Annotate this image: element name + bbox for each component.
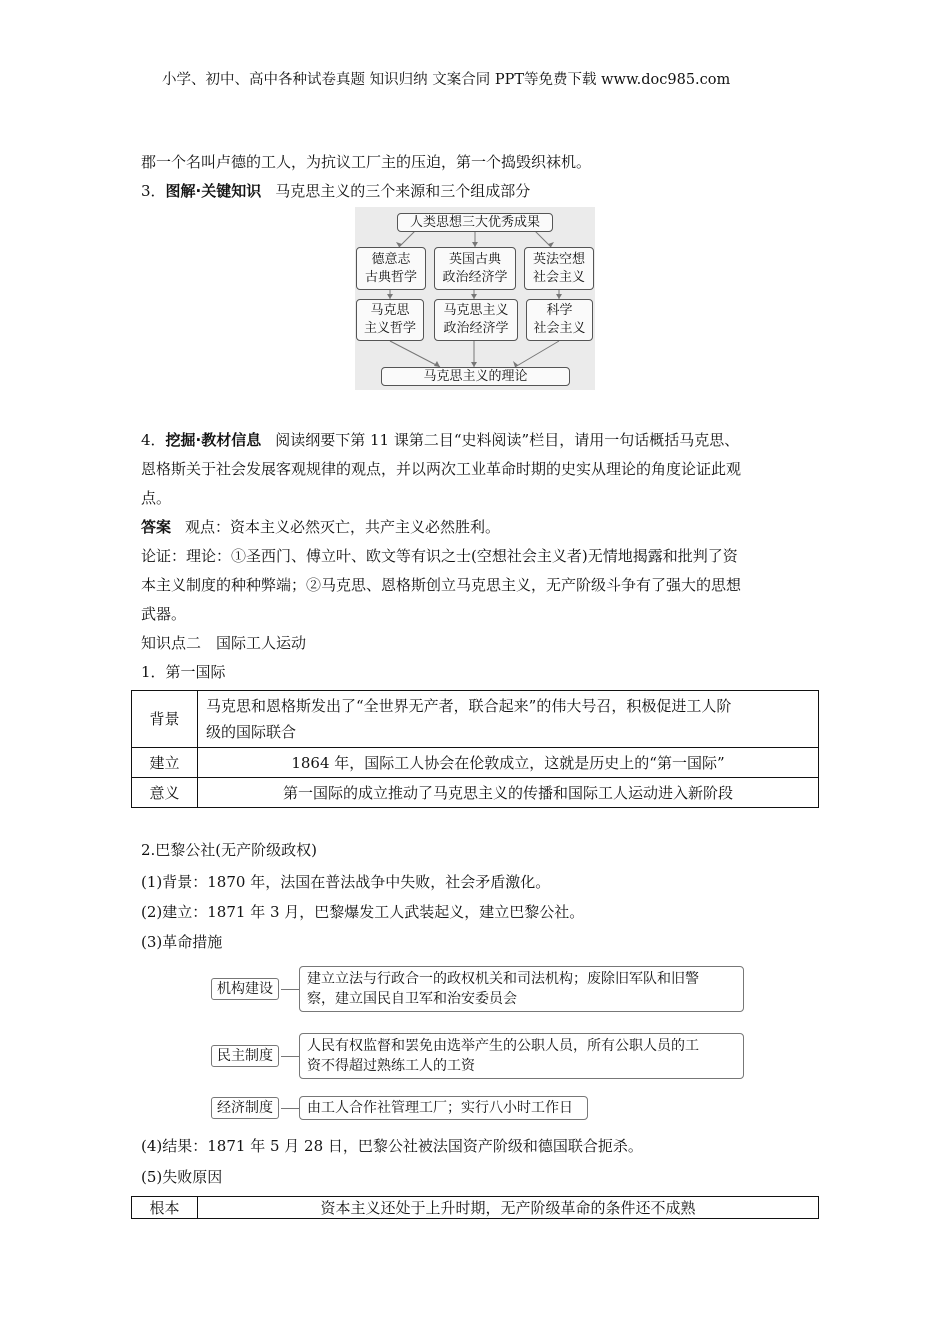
diagram-part-box [356,299,424,341]
connector-line [281,989,299,990]
answer-text: 观点：资本主义必然灭亡，共产主义必然胜利。 [185,518,501,536]
argument-line: 本主义制度的种种弊端；②马克思、恩格斯创立马克思主义，无产阶级斗争有了强大的思想 [141,576,742,594]
diagram-part-box [434,299,518,341]
measure-label: 经济制度 [211,1097,279,1119]
section-4-line: 恩格斯关于社会发展客观规律的观点，并以两次工业革命时期的史实从理论的角度论证此观 [141,460,742,478]
paragraph-line: (4)结果：1871 年 5 月 28 日，巴黎公社被法国资产阶级和德国联合扼杀。 [141,1137,643,1155]
table-row [132,748,819,778]
section-text: 阅读纲要下第 11 课第二目“史料阅读”栏目，请用一句话概括马克思、 [275,431,740,449]
answer-line [141,517,500,537]
section-title: 挖掘·教材信息 [165,431,262,449]
subsection-heading: 2.巴黎公社(无产阶级政权) [141,841,318,859]
table-row [132,778,819,808]
section-4-line: 点。 [141,489,172,507]
table-cell-text: 马克思和恩格斯发出了“全世界无产者，联合起来”的伟大号召，积极促进工人阶 [206,697,732,715]
answer-label: 答案 [141,518,172,536]
paragraph-line: (5)失败原因 [141,1168,223,1186]
measure-text: 由工人合作社管理工厂；实行八小时工作日 [307,1100,573,1116]
argument-line: 论证：理论：①圣西门、傅立叶、欧文等有识之士(空想社会主义者)无情地揭露和批判了资 [141,547,738,565]
connector-line [281,1056,299,1057]
table-cell [198,691,819,748]
table-cell-text: 级的国际联合 [206,723,297,741]
diagram-bottom-box [381,367,570,386]
paragraph-line: (2)建立：1871 年 3 月，巴黎爆发工人武装起义，建立巴黎公社。 [141,903,585,921]
table-cell-label: 意义 [132,778,198,808]
measure-text: 察，建立国民自卫军和治安委员会 [307,991,517,1007]
table-cell-label: 根本 [132,1197,198,1219]
table-row [132,1197,819,1219]
diagram-bottom-label: 马克思主义的理论 [423,368,528,384]
diagram-text: 政治经济学 [443,321,509,336]
measure-box [299,1033,744,1079]
page-header: 小学、初中、高中各种试卷真题 知识归纳 文案合同 PPT等免费下载 www.doc985.com [162,72,731,88]
failure-reasons-table [131,1196,819,1219]
connector-line [281,1108,299,1109]
table-row [132,691,819,748]
table-cell [198,778,819,808]
diagram-top-label: 人类思想三大优秀成果 [409,214,540,230]
diagram-top-box [397,213,553,232]
paragraph-line: (3)革命措施 [141,933,223,951]
paragraph-line: (1)背景：1870 年，法国在普法战争中失败，社会矛盾激化。 [141,873,551,891]
diagram-source-box [524,247,594,290]
diagram-text: 古典哲学 [364,269,417,285]
argument-line: 武器。 [141,605,187,623]
diagram-text: 科学 [546,303,573,318]
diagram-text: 德意志 [371,251,411,267]
section-4-line [141,430,739,450]
diagram-text: 英法空想 [532,251,585,267]
diagram-text: 社会主义 [532,269,585,285]
section-title: 图解·关键知识 [165,182,262,200]
measure-text: 建立立法与行政合一的政权机关和司法机构；废除旧军队和旧警 [307,971,699,987]
diagram-text: 英国古典 [448,251,501,267]
section-number: 3． [141,182,166,200]
diagram-text: 政治经济学 [442,269,508,285]
table-cell-label: 建立 [132,748,198,778]
table-cell-label: 背景 [132,691,198,748]
measure-text: 资不得超过熟练工人的工资 [307,1058,475,1074]
diagram-text: 马克思 [370,303,410,318]
table-cell-text: 资本主义还处于上升时期，无产阶级革命的条件还不成熟 [320,1198,696,1217]
subsection-heading: 1．第一国际 [141,663,226,681]
diagram-text: 马克思主义 [443,303,509,318]
table-cell-text: 第一国际的成立推动了马克思主义的传播和国际工人运动进入新阶段 [282,783,733,802]
marxism-sources-diagram [355,207,595,390]
first-international-table [131,690,819,808]
measure-box [299,1096,588,1120]
paragraph-line: 郡一个名叫卢德的工人，为抗议工厂主的压迫，第一个捣毁织袜机。 [141,153,592,171]
table-cell [198,748,819,778]
table-cell [198,1197,819,1219]
measure-box [299,966,744,1012]
measure-text: 人民有权监督和罢免由选举产生的公职人员，所有公职人员的工 [307,1038,699,1054]
section-number: 4． [141,431,166,449]
measure-label: 机构建设 [211,978,279,1000]
diagram-text: 社会主义 [533,321,586,336]
section-text: 马克思主义的三个来源和三个组成部分 [275,182,531,200]
diagram-part-box [526,299,593,341]
measure-label: 民主制度 [211,1045,279,1067]
knowledge-point-heading: 知识点二 国际工人运动 [141,634,307,652]
section-3-heading [141,181,530,201]
diagram-source-box [356,247,426,290]
diagram-source-box [434,247,516,290]
diagram-text: 主义哲学 [363,321,416,336]
table-cell-text: 1864 年，国际工人协会在伦敦成立，这就是历史上的“第一国际” [291,753,725,772]
